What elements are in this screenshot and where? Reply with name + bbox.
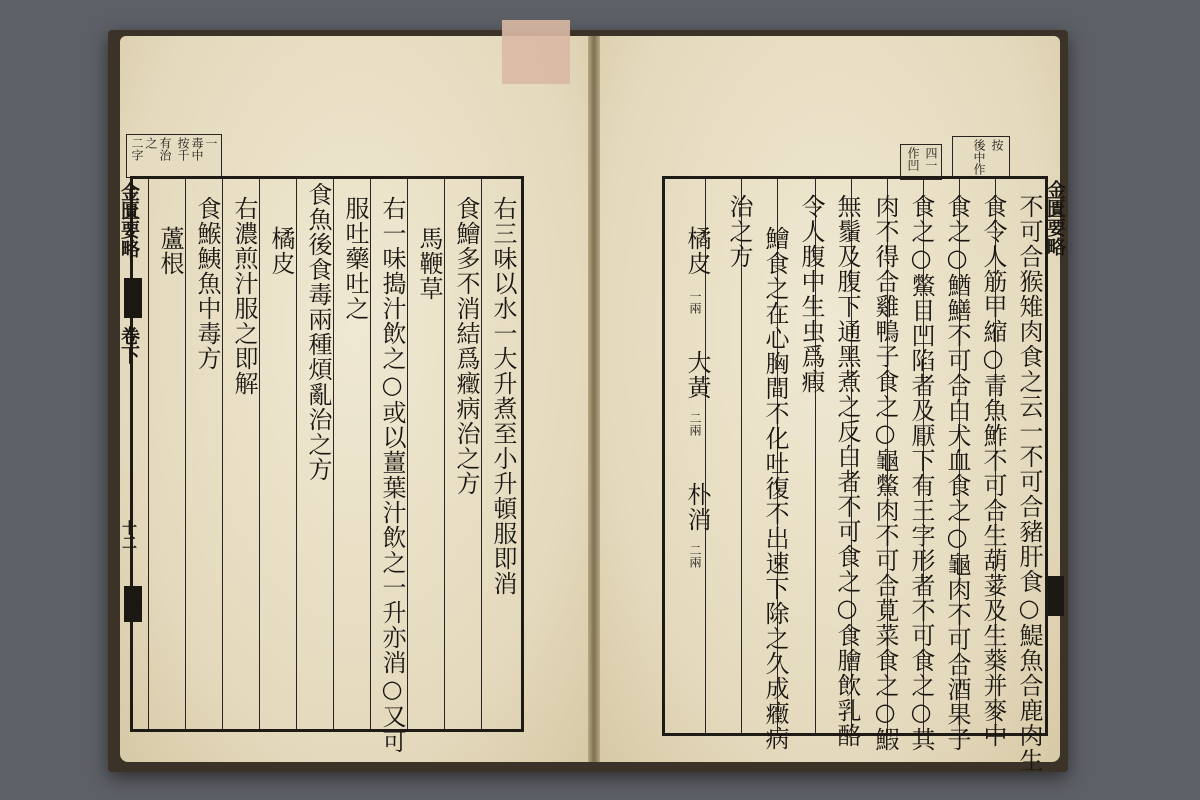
left-headnote-col4: 有治 — [158, 137, 172, 161]
left-spine-title: 金匱要略 — [118, 182, 140, 258]
right-headnote-a-col1: 四一 — [924, 147, 938, 171]
right-col-5: 肉不得合雞鴨子食之○龜鱉肉不可合莧菜食之○鰕 — [871, 194, 899, 752]
right-spine-fishtail — [1048, 576, 1064, 616]
left-col-1: 右三味以水一大升煮至小升頓服即消 — [489, 196, 517, 596]
recipe-herb-2: 大黃 — [683, 350, 711, 400]
recipe-herb-1: 橘皮 — [683, 226, 711, 276]
right-col-6: 無鬚及腹下通黑煮之反白者不可食之○食膾飲乳酪 — [833, 194, 861, 748]
left-spine-fishtail-lower — [124, 586, 142, 622]
right-col-8: 鱠食之在心胸間不化吐復不出速下除之久成癥病 — [761, 226, 789, 751]
left-headnote-col6: 二字 — [130, 137, 144, 161]
right-col-7: 令人腹中生虫爲瘕 — [797, 194, 825, 394]
right-col-9: 治之方 — [725, 194, 753, 269]
recipe-dose-3: 二兩 — [688, 544, 702, 568]
right-spine-strip — [1044, 176, 1066, 736]
right-col-4: 食之○鱉目凹陷者及厭下有王字形者不可食之○其 — [907, 194, 935, 752]
book-gutter — [588, 36, 600, 762]
recipe-herb-3: 朴消 — [683, 482, 711, 532]
left-spine-page: 十二 — [120, 520, 138, 550]
right-headnote-a-col2: 作凹 — [906, 147, 920, 171]
right-spine-title: 金匱要略 — [1044, 180, 1066, 256]
right-headnote-b-col2: 後中作 — [972, 139, 986, 175]
left-col-3: 馬鞭草 — [415, 226, 443, 301]
left-headnote-col2: 毒中 — [190, 137, 204, 161]
left-col-10: 蘆根 — [156, 226, 184, 276]
left-spine-volume: 卷下 — [118, 326, 140, 364]
left-col-7: 橘皮 — [267, 226, 295, 276]
left-col-2: 食鱠多不消結爲癥病治之方 — [452, 196, 480, 496]
left-headnote-col5: 之 — [144, 137, 158, 149]
left-spine-fishtail — [124, 278, 142, 318]
left-col-6: 食魚後食毒兩種煩亂治之方 — [304, 182, 332, 482]
right-col-3: 食之○鰌鱔不可合白犬血食之○龜肉不可合酒果子 — [943, 194, 971, 752]
left-headnote-col1: 一 — [204, 137, 218, 149]
right-headnote-b-col1: 按 — [990, 139, 1004, 151]
right-headnote-a — [900, 144, 942, 180]
library-tab — [502, 20, 570, 84]
left-col-5: 服吐藥吐之 — [341, 196, 369, 321]
left-col-8: 右濃煎汁服之即解 — [230, 196, 258, 396]
right-col-1: 不可合猴雉肉食之云一不可合豬肝食○鯷魚合鹿肉生 — [1015, 194, 1043, 773]
left-col-9: 食鯸鮧魚中毒方 — [193, 196, 221, 371]
left-col-4: 右一味搗汁飲之○或以薑葉汁飲之一升亦消○又可 — [378, 196, 406, 754]
right-col-2: 食令人筋甲縮○青魚鮓不可合生葫荽及生葵并麥中 — [979, 194, 1007, 748]
recipe-dose-1: 一兩 — [688, 290, 702, 314]
left-headnote — [126, 134, 222, 178]
right-headnote-b — [952, 136, 1010, 178]
left-headnote-col3: 按千 — [176, 137, 190, 161]
recipe-dose-2: 二兩 — [688, 412, 702, 436]
